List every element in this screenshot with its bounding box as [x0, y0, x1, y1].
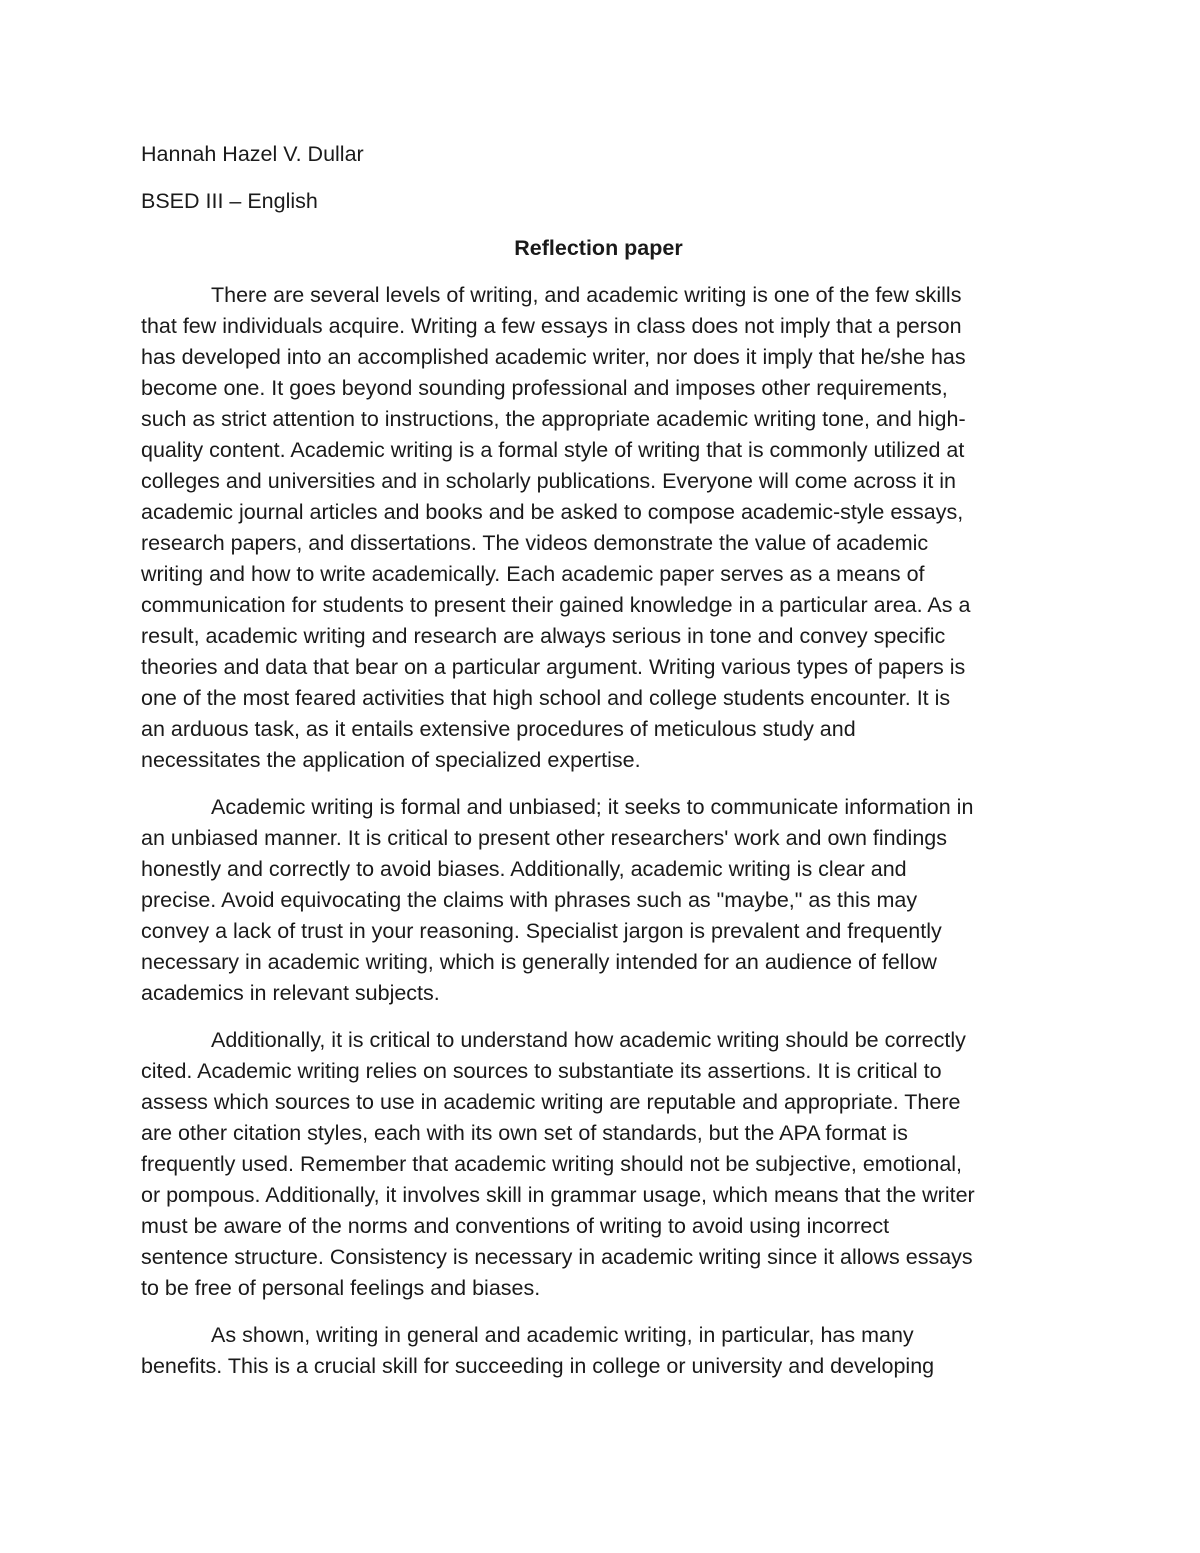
- text-line: such as strict attention to instructions, the appropriate academic writing tone, and high-: [141, 407, 966, 431]
- paragraph-4: [141, 1320, 1056, 1382]
- text-line: colleges and universities and in scholarly publications. Everyone will come across it in: [141, 469, 957, 493]
- text-line: academics in relevant subjects.: [141, 981, 440, 1005]
- text-line: that few individuals acquire. Writing a few essays in class does not imply that a person: [141, 314, 962, 338]
- text-line: an unbiased manner. It is critical to present other researchers' work and own findings: [141, 826, 947, 850]
- text-line: writing and how to write academically. Each academic paper serves as a means of: [141, 562, 925, 586]
- text-line: convey a lack of trust in your reasoning. Specialist jargon is prevalent and frequently: [141, 919, 942, 943]
- paragraph-1: [141, 280, 1056, 776]
- text-line: Academic writing is formal and unbiased; it seeks to communicate information in: [211, 795, 974, 819]
- text-line: research papers, and dissertations. The videos demonstrate the value of academic: [141, 531, 929, 555]
- document-body: [141, 139, 1056, 1398]
- text-line: has developed into an accomplished academic writer, nor does it imply that he/she has: [141, 345, 966, 369]
- text-line: There are several levels of writing, and academic writing is one of the few skills: [211, 283, 962, 307]
- text-line: are other citation styles, each with its own set of standards, but the APA format is: [141, 1121, 908, 1145]
- text-line: result, academic writing and research are always serious in tone and convey specific: [141, 624, 946, 648]
- text-line: cited. Academic writing relies on sources to substantiate its assertions. It is critical to: [141, 1059, 942, 1083]
- paragraph-3: [141, 1025, 1056, 1304]
- text-line: quality content. Academic writing is a formal style of writing that is commonly utilized at: [141, 438, 965, 462]
- text-line: an arduous task, as it entails extensive procedures of meticulous study and: [141, 717, 856, 741]
- text-line: or pompous. Additionally, it involves skill in grammar usage, which means that the writer: [141, 1183, 975, 1207]
- text-line: must be aware of the norms and conventions of writing to avoid using incorrect: [141, 1214, 890, 1238]
- text-line: benefits. This is a crucial skill for succeeding in college or university and developing: [141, 1354, 935, 1378]
- course-line: BSED III – English: [141, 189, 318, 213]
- text-line: As shown, writing in general and academic writing, in particular, has many: [211, 1323, 914, 1347]
- author-name: Hannah Hazel V. Dullar: [141, 142, 364, 166]
- text-line: sentence structure. Consistency is necessary in academic writing since it allows essays: [141, 1245, 973, 1269]
- text-line: frequently used. Remember that academic writing should not be subjective, emotional,: [141, 1152, 963, 1176]
- text-line: necessary in academic writing, which is generally intended for an audience of fellow: [141, 950, 937, 974]
- text-line: assess which sources to use in academic writing are reputable and appropriate. There: [141, 1090, 961, 1114]
- text-line: honestly and correctly to avoid biases. Additionally, academic writing is clear and: [141, 857, 907, 881]
- page-title: Reflection paper: [514, 236, 683, 260]
- text-line: Additionally, it is critical to understand how academic writing should be correctly: [211, 1028, 966, 1052]
- text-line: become one. It goes beyond sounding professional and imposes other requirements,: [141, 376, 948, 400]
- paragraph-2: [141, 792, 1056, 1009]
- text-line: communication for students to present their gained knowledge in a particular area. As a: [141, 593, 971, 617]
- text-line: necessitates the application of specialized expertise.: [141, 748, 641, 772]
- text-line: to be free of personal feelings and biases.: [141, 1276, 541, 1300]
- text-line: theories and data that bear on a particular argument. Writing various types of papers is: [141, 655, 966, 679]
- text-line: one of the most feared activities that high school and college students encounter. It is: [141, 686, 951, 710]
- text-line: academic journal articles and books and be asked to compose academic-style essays,: [141, 500, 964, 524]
- text-line: precise. Avoid equivocating the claims with phrases such as "maybe," as this may: [141, 888, 918, 912]
